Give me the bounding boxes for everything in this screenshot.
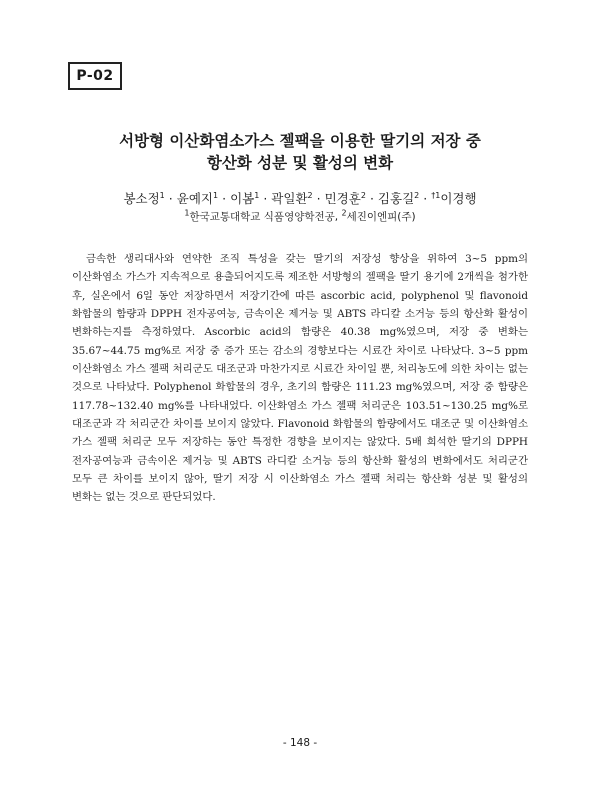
author-separator: · [263, 191, 268, 206]
author-separator: · [222, 191, 227, 206]
author: 민경훈$^2$ [324, 190, 366, 206]
session-code: P-02 [76, 68, 114, 84]
author-list [60, 190, 540, 208]
author: 김홍길$^2$ [377, 190, 420, 206]
author-separator: · [316, 191, 321, 206]
paper-title [60, 130, 540, 174]
affiliation: 세진이엔피(주) [346, 211, 416, 223]
affiliations [60, 209, 540, 225]
affiliation-marker: 1 [184, 208, 190, 218]
author: 봉소정$^1$ [123, 190, 165, 206]
abstract-body: 금속한 생리대사와 연약한 조직 특성을 갖는 딸기의 저장성 향상을 위하여 3~5 ppm의 이산화염소 가스가 지속적으로 용출되어지도록 제조한 서방형의 젤팩을 딸기 용기에 2개씩을 첨가한 후, 실온에서 6일 동안 저장하면서 저장기간에 따른 ascorbic acid, polyphenol 및 flavonoid 화합물의 함량과 DPPH 전자공여능, 금속이온 제거능 및 ABTS 라디칼 소거능 등의 항산화 활성이 변화하는지를 측정하였다. Ascorbic acid의 함량은 40.38 mg%였으며, 저장 중 변화는 35.67~44.75 mg%로 저장 중 증가 또는 감소의 경향보다는 시료간 차이로 나타났다. 3~5 ppm 이산화염소 가스 젤팩 처리군도 대조군과 마찬가지로 시료간 차이일 뿐, 처리농도에 의한 차이는 없는 것으로 나타났다. Polyphenol 화합물의 경우, 초기의 함량은 111.23 mg%였으며, 저장 중 함량은 117.78~132.40 mg%를 나타내었다. 이산화염소 가스 젤팩 처리군은 103.51~130.25 mg%로 대조군과 각 처리군간 차이를 보이지 않았다. Flavonoid 화합물의 함량에서도 대조군 및 이산화염소 가스 젤팩 처리군 모두 저장하는 동안 특정한 경향을 보이지는 않았다. 5배 희석한 딸기의 DPPH 전자공여능과 금속이온 제거능 및 ABTS 라디칼 소거능 등의 항산화 활성의 변화에서도 처리군간 모두 큰 차이를 보이지 않아, 딸기 저장 시 이산화염소 가스 젤팩 처리는 항산화 성분 및 활성의 변화는 없는 것으로 판단되었다. [72, 253, 528, 504]
author: 곽일환$^2$ [271, 190, 313, 206]
title-line-2: 항산화 성분 및 활성의 변화 [206, 154, 394, 172]
author: 윤예지$^1$ [176, 190, 219, 206]
affiliation: 한국교통대학교 식품영양학전공, [189, 211, 342, 223]
page-number: - 148 - [282, 737, 318, 749]
author-separator: · [369, 191, 374, 206]
corresponding-author: $^{\dagger 1}$이경행 [431, 190, 477, 206]
author: 이봄$^1$ [230, 190, 260, 206]
title-line-1: 서방형 이산화염소가스 젤팩을 이용한 딸기의 저장 중 [119, 132, 481, 150]
session-code-box [68, 62, 122, 90]
author-separator: · [423, 191, 428, 206]
affiliation-marker: 2 [341, 208, 347, 218]
author-separator: · [168, 191, 173, 206]
